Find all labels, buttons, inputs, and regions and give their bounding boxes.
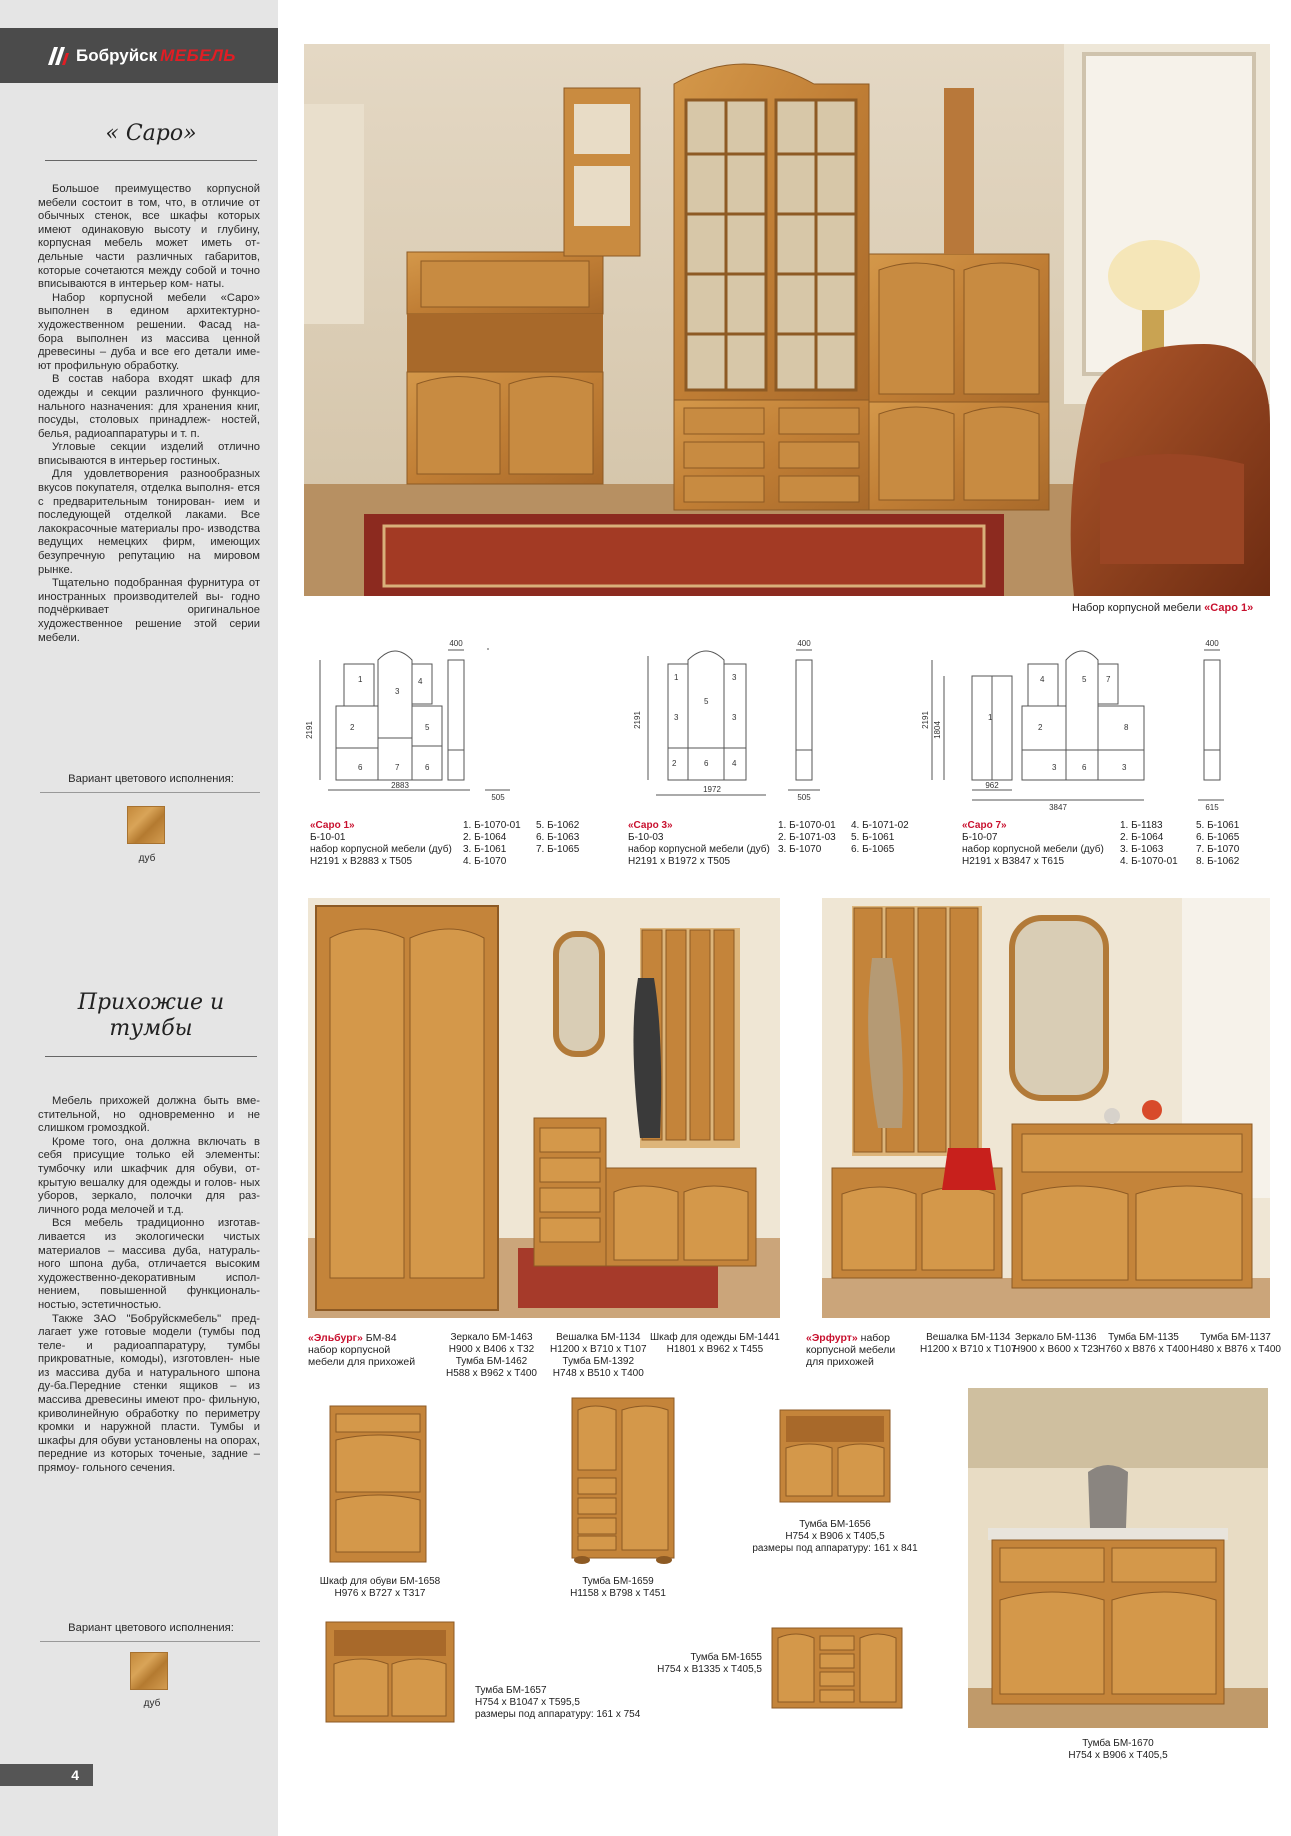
bm1659-caption: Тумба БМ-1659 H1158 x B798 x T451: [570, 1576, 666, 1599]
saro-title-rule: [45, 160, 257, 161]
saro-paragraph: Для удовлетворения разнообразных вкусов покупателя, отделка выполня- ется с предварительным тонирован- ием и последующей отделкой лаками. Все лакокрасочные материалы про- изводства ведущих немецких фирм, имеющих безупречную репутацию на мировом рынке.: [38, 468, 260, 576]
cabinet-bm1670-photo: [968, 1388, 1268, 1728]
svg-text:8: 8: [1124, 723, 1129, 732]
svg-text:2: 2: [672, 759, 677, 768]
saro7-schematic: [922, 620, 1242, 815]
hero-caption: Набор корпусной мебели «Саро 1»: [1072, 602, 1254, 614]
svg-text:5: 5: [425, 723, 430, 732]
bm1656-caption: Тумба БМ-1656 H754 x B906 x T405,5 размеры под аппаратуру: 161 x 841: [752, 1519, 918, 1554]
oak-color-swatch: [127, 806, 165, 844]
svg-text:5: 5: [1082, 675, 1087, 684]
bm1670-caption: Тумба БМ-1670 H754 x B906 x T405,5: [1068, 1738, 1168, 1761]
dim-depth-top: 400: [449, 639, 463, 648]
dim-width: 1972: [703, 785, 721, 794]
svg-text:6: 6: [358, 763, 363, 772]
tv-cabinet-bm1655-photo: [762, 1612, 912, 1722]
page-number: 4: [0, 1764, 93, 1786]
hall-variant-rule: [40, 1641, 260, 1642]
hall-paragraph: Вся мебель традиционно изготав- ливается из экологически чистых материалов – массива дуба, натураль- ного шпона дуба, отличается высоким художественно-декоративным испол- нением, повышенной функциональ- ностью, эстетичностью.: [38, 1217, 260, 1311]
bm1657-caption: Тумба БМ-1657 H754 x B1047 x T595,5 размеры под аппаратуру: 161 x 754: [475, 1685, 641, 1720]
saro-description: [38, 183, 260, 645]
hall-paragraph: Также ЗАО "Бобруйскмебель" пред- лагает уже готовые модели (тумбы под теле- и радиоаппаратуру, тумбы прикроватные, комоды), изготовлен- ные из массива дуба и натурального шпона ду-ба.Передние стенки ящиков – из массива древесины имеют про- фильную, криволинейную обработку по периметру кромки и наружной пласти. Тумбы и шкафы для обуви установлены на опорах, передние из которых точеные, задние – прямоу- гольного сечения.: [38, 1312, 260, 1475]
saro7-parts-a: 1. Б-1183 2. Б-1064 3. Б-1063 4. Б-1070-01: [1120, 820, 1178, 867]
dim-depth-bottom: 505: [797, 793, 811, 802]
saro1-schematic: [300, 620, 560, 810]
oak-swatch-label: дуб: [143, 1698, 161, 1709]
brand-logo-icon: [46, 45, 70, 67]
saro3-parts-b: 4. Б-1071-02 5. Б-1061 6. Б-1065: [851, 820, 909, 855]
erfurt-item-cabinet-2: Тумба БМ-1137 H480 x B876 x T400: [1190, 1332, 1281, 1355]
dim-width-2: 962: [985, 781, 999, 790]
hall-variant-label: Вариант цветового исполнения:: [68, 1622, 234, 1634]
hall-title-rule: [45, 1056, 257, 1057]
dim-depth-top: 400: [797, 639, 811, 648]
svg-text:3: 3: [1122, 763, 1127, 772]
svg-text:6: 6: [704, 759, 709, 768]
hall-section-title: Прихожие и тумбы: [77, 990, 225, 1041]
brand-logo-bar: [0, 28, 278, 83]
erfurt-item-cabinet-1: Тумба БМ-1135 H760 x B876 x T400: [1098, 1332, 1189, 1355]
saro3-schematic: [628, 620, 858, 810]
saro3-parts-a: 1. Б-1070-01 2. Б-1071-03 3. Б-1070: [778, 820, 836, 855]
dim-depth-top: 400: [1205, 639, 1219, 648]
hall-paragraph: Кроме того, она должна включать в себя присущие только ей элементы: тумбочку или шкафчик для обуви, от- крытую вешалку для одежды и голов- ных уборов, зеркало, полочки для раз- личного рода мелочей и т.д.: [38, 1135, 260, 1216]
saro-paragraph: Тщательно подобранная фурнитура от иностранных производителей вы- годно подчёркивает оригинальное художественное решение этой серии мебели.: [38, 577, 260, 644]
svg-text:7: 7: [395, 763, 400, 772]
svg-text:4: 4: [418, 677, 423, 686]
saro7-parts-b: 5. Б-1061 6. Б-1065 7. Б-1070 8. Б-1062: [1196, 820, 1240, 867]
saro1-parts-a: 1. Б-1070-01 2. Б-1064 3. Б-1061 4. Б-1070: [463, 820, 521, 867]
dim-height: 2191: [305, 721, 314, 739]
hall-description: [38, 1095, 260, 1476]
saro1-hero-photo: [304, 44, 1270, 596]
saro-paragraph: В состав набора входят шкаф для одежды и секции различного функцио- нального назначения: для хранения книг, посуды, столовых принадлеж- ностей, белья, радиоаппаратуры и т. п.: [38, 373, 260, 440]
svg-text:1: 1: [988, 713, 993, 722]
saro-paragraph: Угловые секции изделий отлично вписываются в интерьер гостиных.: [38, 441, 260, 467]
dim-height: 2191: [633, 711, 642, 729]
svg-text:2: 2: [350, 723, 355, 732]
elburg-item-mirror: Зеркало БМ-1463 H900 x B406 x T32 Тумба БМ-1462 H588 x B962 x T400: [446, 1332, 537, 1379]
bm1655-caption: Тумба БМ-1655 H754 x B1335 x T405,5: [657, 1652, 762, 1675]
saro-variant-label: Вариант цветового исполнения:: [68, 773, 234, 785]
svg-text:1: 1: [358, 675, 363, 684]
dim-width: 3847: [1049, 803, 1067, 812]
dim-height: 2191: [921, 711, 930, 729]
svg-text:3: 3: [732, 713, 737, 722]
svg-text:6: 6: [1082, 763, 1087, 772]
svg-text:2: 2: [1038, 723, 1043, 732]
hall-paragraph: Мебель прихожей должна быть вме- стительной, но одновременно и не слишком громоздкой.: [38, 1095, 260, 1135]
svg-text:5: 5: [704, 697, 709, 706]
saro1-spec: «Саро 1» Б-10-01 набор корпусной мебели (дуб) H2191 x B2883 x T505: [310, 820, 452, 867]
svg-text:3: 3: [674, 713, 679, 722]
erfurt-photo: [822, 898, 1270, 1318]
oak-swatch-label: дуб: [138, 853, 156, 864]
cabinet-bm1659-photo: [560, 1390, 686, 1570]
tv-cabinet-bm1656-photo: [770, 1400, 900, 1510]
saro-variant-rule: [40, 792, 260, 793]
bm1658-caption: Шкаф для обуви БМ-1658 H976 x B727 x T317: [319, 1576, 441, 1599]
saro-paragraph: Большое преимущество корпусной мебели состоит в том, что, в отличие от обычных стенок, все шкафы которых имеют одинаковую высоту и глубину, корпусная мебель может иметь от- дельные части различных габаритов, которые сочетаются между собой и точно вписываются в интерьер ком- наты.: [38, 183, 260, 291]
dim-width: 2883: [391, 781, 409, 790]
elburg-caption: «Эльбург» БМ-84 набор корпусной мебели для прихожей: [308, 1332, 416, 1368]
saro3-spec: «Саро 3» Б-10-03 набор корпусной мебели (дуб) H2191 x B1972 x T505: [628, 820, 770, 867]
svg-text:1: 1: [674, 673, 679, 682]
svg-text:4: 4: [1040, 675, 1045, 684]
erfurt-item-hanger: Вешалка БМ-1134 H1200 x B710 x T107: [920, 1332, 1017, 1355]
saro-paragraph: Набор корпусной мебели «Саро» выполнен в едином архитектурно- художественном решении. Фасад на- бора выполнен из массива ценной древесины – дуба и все его детали име- ют профильную обработку.: [38, 291, 260, 372]
dim-depth-bottom: 615: [1205, 803, 1219, 812]
elburg-photo: [308, 898, 780, 1318]
saro-section-title: « Саро»: [105, 121, 197, 146]
oak-color-swatch: [130, 1652, 168, 1690]
dim-height-2: 1804: [933, 721, 942, 739]
svg-text:3: 3: [732, 673, 737, 682]
elburg-item-wardrobe: Шкаф для одежды БМ-1441 H1801 x B962 x T455: [650, 1332, 780, 1355]
elburg-item-hanger: Вешалка БМ-1134 H1200 x B710 x T107 Тумба БМ-1392 H748 x B510 x T400: [550, 1332, 647, 1379]
svg-text:4: 4: [732, 759, 737, 768]
erfurt-item-mirror: Зеркало БМ-1136 H900 x B600 x T23: [1013, 1332, 1099, 1355]
svg-text:3: 3: [395, 687, 400, 696]
tv-cabinet-bm1657-photo: [312, 1612, 468, 1732]
svg-text:3: 3: [1052, 763, 1057, 772]
shoe-cabinet-bm1658-photo: [318, 1400, 438, 1570]
brand-name: Бобруйск МЕБЕЛЬ: [76, 45, 236, 65]
erfurt-caption: «Эрфурт» набор корпусной мебели для прихожей: [806, 1332, 896, 1368]
svg-text:6: 6: [425, 763, 430, 772]
saro7-spec: «Саро 7» Б-10-07 набор корпусной мебели (дуб) H2191 x B3847 x T615: [962, 820, 1104, 867]
svg-text:7: 7: [1106, 675, 1111, 684]
saro1-parts-b: 5. Б-1062 6. Б-1063 7. Б-1065: [536, 820, 580, 855]
dim-depth-bottom: 505: [491, 793, 505, 802]
